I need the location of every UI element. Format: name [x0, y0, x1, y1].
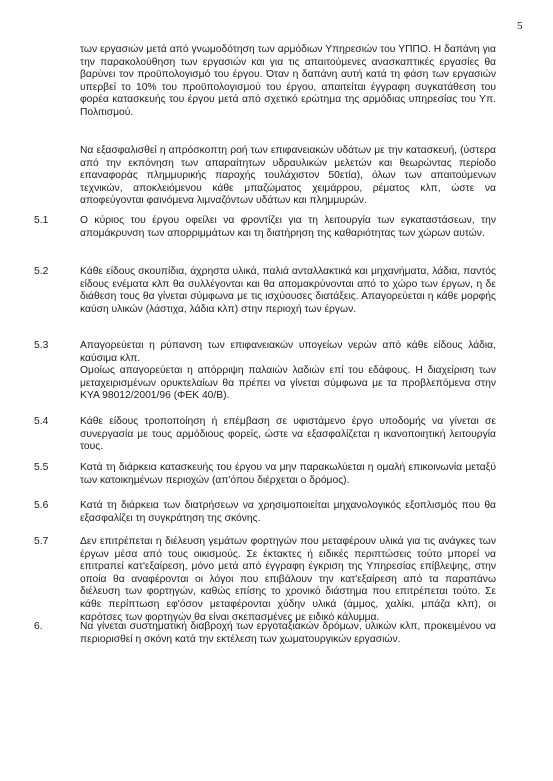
item-number: 5.5	[34, 462, 49, 473]
item-text: Να γίνεται συστηματική διαβροχή των εργοταξιακών δρόμων, υλικών κλπ, προκειμένου να περιορισθεί η σκόνη κατά την εκτέλεση των χωματουργικών εργασιών.	[80, 621, 496, 645]
item-number: 5.2	[34, 266, 49, 277]
item-6	[34, 621, 496, 646]
item-5-7	[34, 536, 496, 624]
item-text: Κατά τη διάρκεια των διατρήσεων να χρησιμοποιείται μηχανολογικός εξοπλισμός που θα εξασφαλίζει τη συγκράτηση της σκόνης.	[80, 500, 496, 524]
item-5-6	[34, 500, 496, 525]
item-5-1	[34, 215, 496, 240]
item-text: Κάθε είδους τροποποίηση ή επέμβαση σε υφιστάμενο έργο υποδομής να γίνεται σε συνεργασία με τους αρμόδιους φορείς, ώστε να εξασφαλίζεται η ικανοποιητική λειτουργία τους.	[80, 416, 496, 453]
item-text: Ο κύριος του έργου οφείλει να φροντίζει για τη λειτουργία των εγκαταστάσεων, την απομάκρυνση των απορριμμάτων και τη διατήρηση της καθαριότητας των χώρων αυτών.	[80, 215, 496, 239]
item-number: 5.7	[34, 536, 49, 547]
intro-text-1: των εργασιών μετά από γνωμοδότηση των αρμόδιων Υπηρεσιών του ΥΠΠΟ. Η δαπάνη για την παρακολούθηση των εργασιών και για τις απαιτούμενες ανασκαπτικές εργασίες θα βαρύνει τον προϋπολογισμό του έργου. Όταν η δαπάνη αυτή κατά τη φάση των εργασιών υπερβεί το 10% του προϋπολογισμού του έργου, απαιτείται έγγραφη συγκατάθεση του φορέα κατασκευής του έργου μετά από σχετικό ερώτημα της αρμόδιας υπηρεσίας του Υπ. Πολιτισμού.	[80, 44, 496, 118]
item-text: Κάθε είδους σκουπίδια, άχρηστα υλικά, παλιά ανταλλακτικά και μηχανήματα, λάδια, παντός είδους ενέματα κλπ θα συλλέγονται και θα απομακρύνονται από το χώρο των έργων, η δε διάθεση τους θα γίνεται σύμφωνα με τις ισχύουσες διατάξεις. Απαγορεύεται η κάθε μορφής καύση υλικών (λάστιχα, λάδια κλπ) στην περιοχή των έργων.	[80, 266, 496, 315]
item-text: Κατά τη διάρκεια κατασκευής του έργου να μην παρακωλύεται η ομαλή επικοινωνία μεταξύ των κατοικημένων περιοχών (απ'όπου διέρχεται ο δρόμος).	[80, 462, 496, 486]
item-5-3	[34, 340, 496, 403]
item-text: Δεν επιτρέπεται η διέλευση γεμάτων φορτηγών που μεταφέρουν υλικά για τις ανάγκες των έργων μέσα από τους οικισμούς. Σε έκτακτες ή ειδικές περιπτώσεις τούτο μπορεί να επιτραπεί κατ'εξαίρεση, μόνο μετά από έγγραφη έγκριση της Υπηρεσίας επίβλεψης, στην οποία θα αναφέρονται οι λόγοι που επιβάλουν την κατ'εξαίρεση από τα παραπάνω διέλευση των φορτηγών, καθώς επίσης το χρονικό διάστημα που επιτρέπεται τούτο. Σε κάθε περίπτωση εφ'όσον μεταφέρονται χύδην υλικά (άμμος, χαλίκι, μπάζα κλπ), οι καρότσες των φορτηγών θα είναι σκεπασμένες με ειδικό κάλυμμα.	[80, 536, 496, 623]
item-5-2	[34, 266, 496, 316]
item-number: 6.	[34, 621, 43, 632]
intro-paragraph-2	[80, 145, 496, 208]
item-number: 5.3	[34, 340, 49, 351]
item-5-5	[34, 462, 496, 487]
item-number: 5.6	[34, 500, 49, 511]
intro-paragraph-1	[80, 44, 496, 120]
item-number: 5.4	[34, 416, 49, 427]
item-text: Απαγορεύεται η ρύπανση των επιφανειακών υπογείων νερών από κάθε είδους λάδια, καύσιμα κλπ.	[80, 340, 496, 364]
item-text: Ομοίως απαγορεύεται η απόρριψη παλαιών λαδιών επί του εδάφους. Η διαχείριση των μεταχειρισμένων ορυκτελαίων θα πρέπει να γίνεται σύμφωνα με τα προβλεπόμενα στην ΚΥΑ 98012/2001/96 (ΦΕΚ 40/Β).	[80, 365, 496, 402]
item-5-4	[34, 416, 496, 454]
intro-text-2: Να εξασφαλισθεί η απρόσκοπτη ροή των επιφανειακών υδάτων με την κατασκευή, (ύστερα από την εκπόνηση των απαραίτητων υδραυλικών μελετών και θεωρώντας περίοδο επαναφοράς πλημμυρικής παροχής τουλάχιστον 50ετία), όλων των απαιτούμενων τεχνικών, αποκλειόμενου κάθε μπαζώματος χειμάρρου, ρέματος κλπ, ώστε να αποφεύγονται φαινόμενα λιμναζόντων υδάτων και πλημμυρών.	[80, 145, 496, 207]
item-number: 5.1	[34, 215, 49, 226]
page-number: 5	[517, 20, 523, 32]
